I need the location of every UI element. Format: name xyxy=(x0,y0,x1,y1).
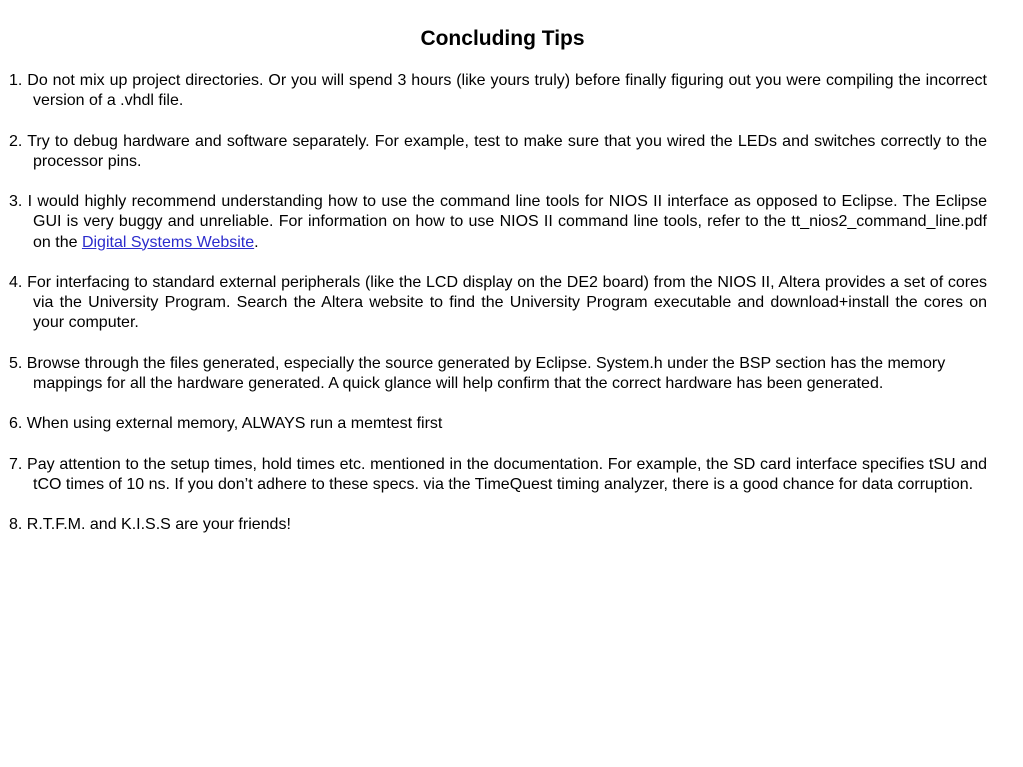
tip-3-text-end: . xyxy=(254,233,259,251)
tip-item-7: 7. Pay attention to the setup times, hold times etc. mentioned in the documentation. For example, the SD card interface specifies tSU and tCO times of 10 ns. If you don’t adhere to these specs. via the TimeQuest timing analyzer, there is a good chance for data corruption. xyxy=(9,455,987,493)
tips-list xyxy=(9,71,987,556)
tip-item-8: 8. R.T.F.M. and K.I.S.S are your friends! xyxy=(9,516,291,534)
tip-item-5: 5. Browse through the files generated, especially the source generated by Eclipse. System.h under the BSP section has the memory mappings for all the hardware generated. A quick glance will help confirm that the correct hardware has been generated. xyxy=(9,354,946,392)
tip-item-3 xyxy=(9,192,987,253)
tip-3-text: 3. I would highly recommend understanding how to use the command line tools for NIOS II interface as opposed to Eclipse. The Eclipse GUI is very buggy and unreliable. For information on how to use NIOS II command line tools, refer to the tt_nios2_command_line.pdf on the xyxy=(9,193,987,251)
tip-item-6: 6. When using external memory, ALWAYS run a memtest first xyxy=(9,415,443,433)
tip-item-1: 1. Do not mix up project directories. Or you will spend 3 hours (like yours truly) before finally figuring out you were compiling the incorrect version of a .vhdl file. xyxy=(9,72,987,110)
tip-item-2: 2. Try to debug hardware and software separately. For example, test to make sure that you wired the LEDs and switches correctly to the processor pins. xyxy=(9,132,987,170)
tip-item-4: 4. For interfacing to standard external peripherals (like the LCD display on the DE2 board) from the NIOS II, Altera provides a set of cores via the University Program. Search the Altera website to find the University Program executable and download+install the cores on your computer. xyxy=(9,273,987,332)
page-title: Concluding Tips xyxy=(420,27,585,50)
digital-systems-website-link[interactable]: Digital Systems Website xyxy=(81,233,255,251)
